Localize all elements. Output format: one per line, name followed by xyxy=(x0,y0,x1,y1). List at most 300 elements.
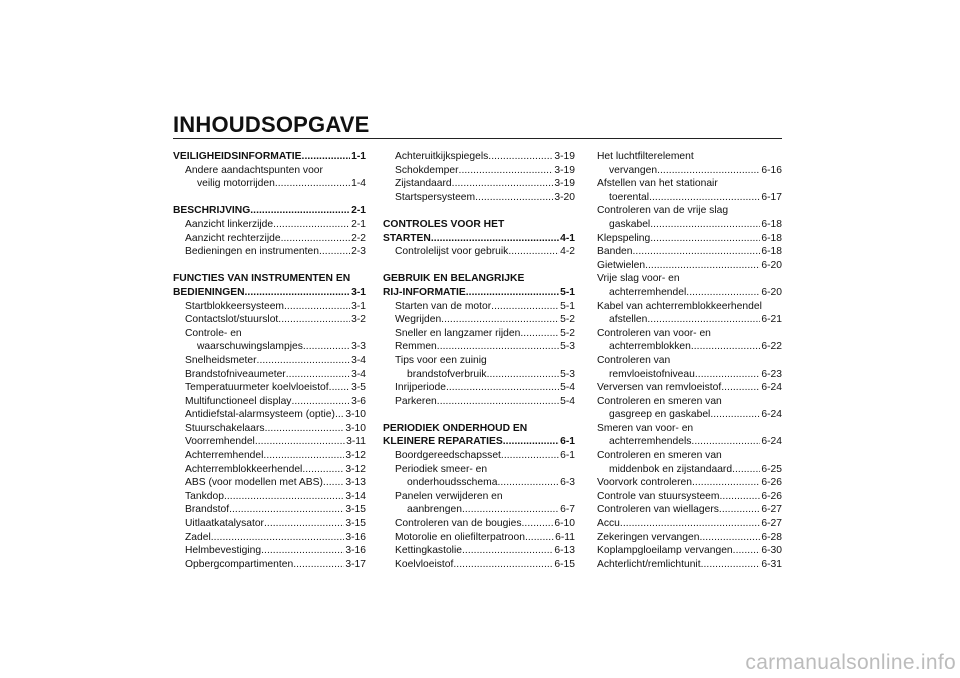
toc-dot-leader xyxy=(284,300,350,314)
toc-page-number: 2-1 xyxy=(351,205,366,217)
toc-entry[interactable] xyxy=(173,245,366,259)
toc-entry[interactable] xyxy=(173,354,366,368)
toc-entry[interactable] xyxy=(383,544,575,558)
toc-entry-title: Brandstof xyxy=(185,504,230,516)
toc-entry[interactable] xyxy=(597,531,782,545)
toc-entry-title: Bedieningen en instrumenten xyxy=(185,246,319,258)
toc-entry-title: Klepspeling xyxy=(597,232,651,244)
toc-entry-title: Schokdemper xyxy=(395,164,459,176)
toc-entry-title: Motorolie en oliefilterpatroon xyxy=(395,531,525,543)
toc-page-number: 6-26 xyxy=(761,477,782,489)
toc-entry[interactable] xyxy=(597,435,782,449)
toc-entry-title: middenbok en zijstandaard xyxy=(609,463,733,475)
toc-page-number: 3-2 xyxy=(351,314,366,326)
toc-dot-leader xyxy=(453,558,553,572)
toc-section-heading[interactable] xyxy=(383,435,575,449)
toc-dot-leader xyxy=(273,218,350,232)
toc-entry[interactable] xyxy=(173,381,366,395)
toc-page-number: 6-15 xyxy=(554,558,575,570)
toc-entry-title: aanbrengen xyxy=(407,504,462,516)
toc-entry[interactable] xyxy=(597,558,782,572)
toc-dot-leader xyxy=(650,218,760,232)
toc-entry-title: Voorremhendel xyxy=(185,436,255,448)
toc-entry-title: Controleren van de bougies xyxy=(395,518,522,530)
toc-entry[interactable] xyxy=(173,408,366,422)
toc-entry-title: Kabel van achterremblokkeerhendel xyxy=(597,300,762,312)
toc-entry-title: Multifunctioneel display xyxy=(185,395,292,407)
toc-dot-leader xyxy=(645,259,760,273)
toc-entry[interactable] xyxy=(383,368,575,382)
toc-dot-leader xyxy=(520,327,559,341)
toc-page-number: 5-2 xyxy=(560,314,575,326)
toc-page-number: 5-1 xyxy=(560,286,575,298)
toc-dot-leader xyxy=(487,368,560,382)
toc-dot-leader xyxy=(650,232,760,246)
toc-section-heading[interactable] xyxy=(173,286,366,300)
toc-entry-title: gasgreep en gaskabel xyxy=(609,409,711,421)
toc-entry[interactable] xyxy=(383,490,575,504)
toc-entry-title: Uitlaatkatalysator xyxy=(185,518,264,530)
toc-entry[interactable] xyxy=(383,245,575,259)
toc-dot-leader xyxy=(522,517,554,531)
toc-page-number: 6-25 xyxy=(761,463,782,475)
toc-page-number: 6-16 xyxy=(761,164,782,176)
toc-entry[interactable] xyxy=(173,177,366,191)
toc-entry-title: veilig motorrijden xyxy=(197,178,275,190)
toc-entry[interactable] xyxy=(597,313,782,327)
toc-entry[interactable] xyxy=(383,313,575,327)
toc-dot-leader xyxy=(732,463,760,477)
toc-dot-leader xyxy=(525,531,554,545)
toc-entry[interactable] xyxy=(383,340,575,354)
toc-page-number: 6-24 xyxy=(761,409,782,421)
toc-entry-title: Vrije slag voor- en xyxy=(597,273,680,285)
toc-dot-leader xyxy=(710,408,760,422)
toc-entry-title: afstellen xyxy=(609,314,648,326)
toc-entry[interactable] xyxy=(383,164,575,178)
toc-entry-title: Aanzicht rechterzijde xyxy=(185,232,281,244)
toc-entry[interactable] xyxy=(173,531,366,545)
toc-entry[interactable] xyxy=(597,300,782,314)
toc-dot-leader xyxy=(446,381,559,395)
toc-entry-title: vervangen xyxy=(609,164,658,176)
toc-dot-leader xyxy=(475,191,553,205)
toc-page-number: 1-1 xyxy=(351,151,366,162)
toc-entry-title: Tankdop xyxy=(185,490,224,502)
toc-entry-title: BESCHRIJVING xyxy=(173,205,251,217)
toc-entry[interactable] xyxy=(383,503,575,517)
toc-entry[interactable] xyxy=(383,463,575,477)
toc-dot-leader xyxy=(431,232,559,246)
toc-entry[interactable] xyxy=(597,517,782,531)
toc-entry-title: Controle van stuursysteem xyxy=(597,490,720,502)
toc-section-heading[interactable] xyxy=(383,422,575,436)
toc-entry-title: Snelheidsmeter xyxy=(185,354,257,366)
toc-entry-title: achterremhendel xyxy=(609,286,687,298)
toc-column-3 xyxy=(597,150,782,571)
toc-entry-title: Het luchtfilterelement xyxy=(597,151,694,162)
toc-entry[interactable] xyxy=(173,340,366,354)
toc-entry-title: ABS (voor modellen met ABS) xyxy=(185,477,323,489)
toc-page-number: 3-20 xyxy=(554,191,575,203)
toc-entry[interactable] xyxy=(383,449,575,463)
toc-dot-leader xyxy=(649,191,760,205)
toc-page-number: 3-10 xyxy=(345,422,366,434)
toc-page-number: 3-17 xyxy=(345,558,366,570)
toc-entry[interactable] xyxy=(383,327,575,341)
toc-entry-title: achterremhendels xyxy=(609,436,692,448)
toc-dot-leader xyxy=(303,340,350,354)
toc-dot-leader xyxy=(633,245,761,259)
toc-page-number: 5-4 xyxy=(560,395,575,407)
toc-page-number: 6-27 xyxy=(761,504,782,516)
toc-entry-title: FUNCTIES VAN INSTRUMENTEN EN xyxy=(173,273,351,285)
toc-section-heading[interactable] xyxy=(383,218,575,232)
watermark-footer: carmanualsonline.info xyxy=(745,651,956,674)
toc-dot-leader xyxy=(691,340,761,354)
toc-entry[interactable] xyxy=(597,463,782,477)
toc-entry[interactable] xyxy=(173,164,366,178)
toc-entry[interactable] xyxy=(597,218,782,232)
toc-dot-leader xyxy=(459,164,554,178)
toc-dot-leader xyxy=(229,503,344,517)
toc-dot-leader xyxy=(255,435,345,449)
toc-entry-title: Controleren van xyxy=(597,354,671,366)
toc-page-number: 6-3 xyxy=(560,477,575,489)
toc-entry-title: Afstellen van het stationair xyxy=(597,178,718,190)
toc-dot-leader xyxy=(211,531,345,545)
toc-entry[interactable] xyxy=(173,490,366,504)
toc-entry[interactable] xyxy=(597,449,782,463)
toc-page-number: 3-19 xyxy=(554,178,575,190)
toc-page-number: 6-27 xyxy=(761,518,782,530)
toc-dot-leader xyxy=(319,245,350,259)
toc-entry[interactable] xyxy=(597,408,782,422)
toc-page-number: 6-11 xyxy=(555,531,575,543)
toc-entry-title: Zijstandaard xyxy=(395,178,452,190)
toc-entry-title: KLEINERE REPARATIES xyxy=(383,436,503,448)
toc-entry[interactable] xyxy=(383,354,575,368)
toc-entry[interactable] xyxy=(597,422,782,436)
toc-entry[interactable] xyxy=(383,558,575,572)
toc-entry[interactable] xyxy=(597,503,782,517)
toc-page-number: 6-17 xyxy=(761,191,782,203)
toc-entry-title: brandstofverbruik xyxy=(407,368,487,380)
toc-entry-title: Banden xyxy=(597,246,633,258)
toc-page-number: 3-10 xyxy=(345,409,366,421)
toc-spacer xyxy=(383,259,575,273)
toc-page-number: 6-28 xyxy=(761,531,782,543)
toc-dot-leader xyxy=(501,449,559,463)
toc-dot-leader xyxy=(719,503,760,517)
toc-entry-title: Antidiefstal-alarmsysteem (optie) xyxy=(185,409,335,421)
toc-entry[interactable] xyxy=(597,476,782,490)
toc-entry[interactable] xyxy=(173,368,366,382)
toc-dot-leader xyxy=(278,313,350,327)
toc-page-number: 6-26 xyxy=(761,490,782,502)
toc-entry-title: Periodiek smeer- en xyxy=(395,463,488,475)
toc-entry[interactable] xyxy=(173,218,366,232)
toc-dot-leader xyxy=(497,476,559,490)
toc-entry-title: toerental xyxy=(609,191,650,203)
toc-dot-leader xyxy=(302,463,344,477)
toc-entry-title: Controleren van de vrije slag xyxy=(597,205,729,217)
toc-page-number: 5-3 xyxy=(560,368,575,380)
toc-dot-leader xyxy=(462,544,553,558)
toc-dot-leader xyxy=(491,300,559,314)
toc-entry[interactable] xyxy=(383,191,575,205)
toc-page-number: 3-6 xyxy=(351,395,366,407)
toc-dot-leader xyxy=(686,286,760,300)
toc-entry[interactable] xyxy=(597,354,782,368)
toc-page-number: 5-1 xyxy=(560,300,575,312)
toc-section-heading[interactable] xyxy=(383,272,575,286)
toc-entry[interactable] xyxy=(173,558,366,572)
toc-dot-leader xyxy=(733,544,761,558)
toc-dot-leader xyxy=(647,313,760,327)
toc-dot-leader xyxy=(265,422,345,436)
toc-entry[interactable] xyxy=(383,150,575,164)
toc-dot-leader xyxy=(701,558,761,572)
toc-column-1 xyxy=(173,150,366,571)
toc-dot-leader xyxy=(224,490,344,504)
toc-section-heading[interactable] xyxy=(383,232,575,246)
toc-entry[interactable] xyxy=(173,422,366,436)
toc-entry-title: Contactslot/stuurslot xyxy=(185,314,279,326)
toc-page-number: 6-18 xyxy=(761,218,782,230)
toc-entry-title: Panelen verwijderen en xyxy=(395,490,503,502)
toc-page-number: 3-19 xyxy=(554,164,575,176)
toc-page-number: 5-2 xyxy=(560,327,575,339)
toc-dot-leader xyxy=(691,435,760,449)
toc-entry-title: Helmbevestiging xyxy=(185,545,262,557)
toc-dot-leader xyxy=(462,503,559,517)
toc-entry-title: Aanzicht linkerzijde xyxy=(185,218,274,230)
toc-dot-leader xyxy=(281,232,351,246)
toc-page-number: 6-20 xyxy=(761,286,782,298)
toc-page-number: 3-1 xyxy=(351,300,366,312)
toc-entry[interactable] xyxy=(597,272,782,286)
toc-entry-title: Wegrijden xyxy=(395,314,442,326)
toc-page-number: 3-3 xyxy=(351,341,366,353)
toc-entry[interactable] xyxy=(173,327,366,341)
toc-entry-title: Zadel xyxy=(185,531,211,543)
toc-entry-title: Achteruitkijkspiegels xyxy=(395,151,489,162)
toc-page-number: 3-14 xyxy=(345,490,366,502)
toc-entry-title: Koelvloeistof xyxy=(395,558,454,570)
toc-entry[interactable] xyxy=(173,449,366,463)
toc-column-2 xyxy=(383,150,575,571)
toc-section-heading[interactable] xyxy=(173,204,366,218)
toc-entry-title: onderhoudsschema xyxy=(407,477,498,489)
toc-entry-title: Inrijperiode xyxy=(395,382,446,394)
toc-entry-title: Controleren van wiellagers xyxy=(597,504,719,516)
toc-page-number: 3-11 xyxy=(346,436,366,448)
toc-page-number: 5-3 xyxy=(560,341,575,353)
toc-page-number: 6-7 xyxy=(560,504,575,516)
toc-entry-title: RIJ-INFORMATIE xyxy=(383,286,466,298)
toc-dot-leader xyxy=(441,313,559,327)
toc-dot-leader xyxy=(620,517,760,531)
toc-entry-title: Voorvork controleren xyxy=(597,477,693,489)
toc-dot-leader xyxy=(657,164,760,178)
toc-dot-leader xyxy=(264,517,344,531)
toc-page-number: 3-4 xyxy=(351,368,366,380)
toc-page-number: 6-18 xyxy=(761,246,782,258)
toc-page-number: 3-5 xyxy=(351,382,366,394)
toc-dot-leader xyxy=(503,435,559,449)
toc-entry[interactable] xyxy=(597,191,782,205)
toc-dot-leader xyxy=(437,340,559,354)
toc-entry[interactable] xyxy=(173,395,366,409)
toc-entry-title: Remmen xyxy=(395,341,437,353)
toc-entry-title: Zekeringen vervangen xyxy=(597,531,700,543)
toc-dot-leader xyxy=(257,354,351,368)
toc-entry[interactable] xyxy=(597,245,782,259)
toc-page-number: 6-10 xyxy=(554,518,575,530)
toc-page-number: 3-19 xyxy=(554,151,575,162)
toc-dot-leader xyxy=(286,368,350,382)
toc-page-number: 4-1 xyxy=(560,232,575,244)
toc-entry-title: Brandstofniveaumeter xyxy=(185,368,286,380)
toc-entry[interactable] xyxy=(173,300,366,314)
toc-entry-title: Achterremblokkeerhendel xyxy=(185,463,303,475)
toc-entry[interactable] xyxy=(173,544,366,558)
toc-entry-title: Boordgereedschapsset xyxy=(395,450,501,462)
toc-page-number: 6-1 xyxy=(560,450,575,462)
toc-entry[interactable] xyxy=(597,381,782,395)
toc-entry-title: VEILIGHEIDSINFORMATIE xyxy=(173,151,302,162)
toc-page-number: 3-15 xyxy=(345,518,366,530)
toc-spacer xyxy=(173,191,366,205)
toc-entry[interactable] xyxy=(383,517,575,531)
toc-entry[interactable] xyxy=(383,476,575,490)
toc-page-number: 3-13 xyxy=(345,477,366,489)
toc-page-number: 2-3 xyxy=(351,246,366,258)
toc-entry-title: GEBRUIK EN BELANGRIJKE xyxy=(383,273,525,285)
toc-page-number: 6-22 xyxy=(761,341,782,353)
toc-entry[interactable] xyxy=(383,177,575,191)
toc-dot-leader xyxy=(302,150,351,164)
toc-entry-title: remvloeistofniveau xyxy=(609,368,695,380)
toc-page-number: 3-15 xyxy=(345,504,366,516)
toc-entry[interactable] xyxy=(597,544,782,558)
toc-entry-title: Parkeren xyxy=(395,395,437,407)
toc-entry-title: Controleren van voor- en xyxy=(597,327,711,339)
toc-entry[interactable] xyxy=(173,313,366,327)
toc-entry[interactable] xyxy=(173,476,366,490)
toc-page-number: 6-1 xyxy=(560,436,575,448)
toc-entry[interactable] xyxy=(597,204,782,218)
toc-entry[interactable] xyxy=(597,232,782,246)
toc-entry[interactable] xyxy=(173,517,366,531)
toc-page-number: 6-13 xyxy=(554,545,575,557)
toc-entry-title: Verversen van remvloeistof xyxy=(597,382,722,394)
toc-entry[interactable] xyxy=(173,503,366,517)
toc-entry[interactable] xyxy=(597,395,782,409)
page-title: INHOUDSOPGAVE xyxy=(173,112,370,137)
toc-entry[interactable] xyxy=(383,531,575,545)
toc-entry[interactable] xyxy=(597,177,782,191)
toc-entry-title: Accu xyxy=(597,518,620,530)
toc-page-number: 1-4 xyxy=(351,178,366,190)
toc-entry[interactable] xyxy=(383,300,575,314)
toc-entry-title: Kettingkastolie xyxy=(395,545,462,557)
toc-entry-title: Opbergcompartimenten xyxy=(185,558,294,570)
toc-page-number: 3-12 xyxy=(345,463,366,475)
toc-entry-title: Smeren van voor- en xyxy=(597,422,694,434)
toc-dot-leader xyxy=(329,381,350,395)
toc-entry[interactable] xyxy=(383,381,575,395)
toc-page-number: 6-24 xyxy=(761,436,782,448)
toc-entry-title: CONTROLES VOOR HET xyxy=(383,218,505,230)
toc-page-number: 4-2 xyxy=(560,246,575,258)
toc-entry[interactable] xyxy=(173,463,366,477)
toc-dot-leader xyxy=(692,476,760,490)
toc-section-heading[interactable] xyxy=(383,286,575,300)
toc-dot-leader xyxy=(508,245,559,259)
toc-entry-title: BEDIENINGEN xyxy=(173,286,245,298)
toc-entry-title: achterremblokken xyxy=(609,341,691,353)
toc-dot-leader xyxy=(488,150,553,164)
toc-entry-title: Gietwielen xyxy=(597,259,646,271)
toc-page-number: 3-16 xyxy=(345,531,366,543)
toc-dot-leader xyxy=(250,204,350,218)
toc-dot-leader xyxy=(291,395,350,409)
toc-dot-leader xyxy=(695,368,761,382)
toc-page-number: 6-18 xyxy=(761,232,782,244)
toc-dot-leader xyxy=(293,558,344,572)
toc-section-heading[interactable] xyxy=(173,150,366,164)
toc-entry[interactable] xyxy=(597,164,782,178)
toc-dot-leader xyxy=(721,381,760,395)
toc-page-number: 6-30 xyxy=(761,545,782,557)
toc-entry[interactable] xyxy=(597,490,782,504)
toc-dot-leader xyxy=(699,531,760,545)
toc-page-number: 3-12 xyxy=(345,450,366,462)
toc-entry[interactable] xyxy=(173,232,366,246)
toc-entry-title: gaskabel xyxy=(609,218,651,230)
toc-entry[interactable] xyxy=(383,395,575,409)
toc-dot-leader xyxy=(452,177,554,191)
toc-entry-title: Controleren en smeren van xyxy=(597,450,722,462)
toc-entry-title: Controle- en xyxy=(185,327,242,339)
toc-entry[interactable] xyxy=(597,327,782,341)
toc-entry[interactable] xyxy=(597,259,782,273)
toc-entry-title: Starten van de motor xyxy=(395,300,492,312)
toc-entry-title: Startblokkeersysteem xyxy=(185,300,285,312)
toc-entry-title: Stuurschakelaars xyxy=(185,422,265,434)
toc-page-number: 6-24 xyxy=(761,382,782,394)
toc-entry-title: Andere aandachtspunten voor xyxy=(185,164,323,176)
toc-page-number: 3-4 xyxy=(351,354,366,366)
toc-entry[interactable] xyxy=(597,286,782,300)
toc-entry[interactable] xyxy=(597,368,782,382)
toc-entry-title: waarschuwingslampjes xyxy=(197,341,303,353)
toc-entry[interactable] xyxy=(173,435,366,449)
toc-entry[interactable] xyxy=(597,150,782,164)
toc-dot-leader xyxy=(437,395,559,409)
toc-entry[interactable] xyxy=(597,340,782,354)
toc-entry-title: Koplampgloeilamp vervangen xyxy=(597,545,733,557)
toc-entry-title: Achterlicht/remlichtunit xyxy=(597,558,701,570)
toc-section-heading[interactable] xyxy=(173,272,366,286)
toc-entry-title: Temperatuurmeter koelvloeistof xyxy=(185,382,329,394)
toc-dot-leader xyxy=(245,286,351,300)
toc-dot-leader xyxy=(719,490,760,504)
toc-entry-title: Controleren en smeren van xyxy=(597,395,722,407)
toc-page-number: 3-16 xyxy=(345,545,366,557)
